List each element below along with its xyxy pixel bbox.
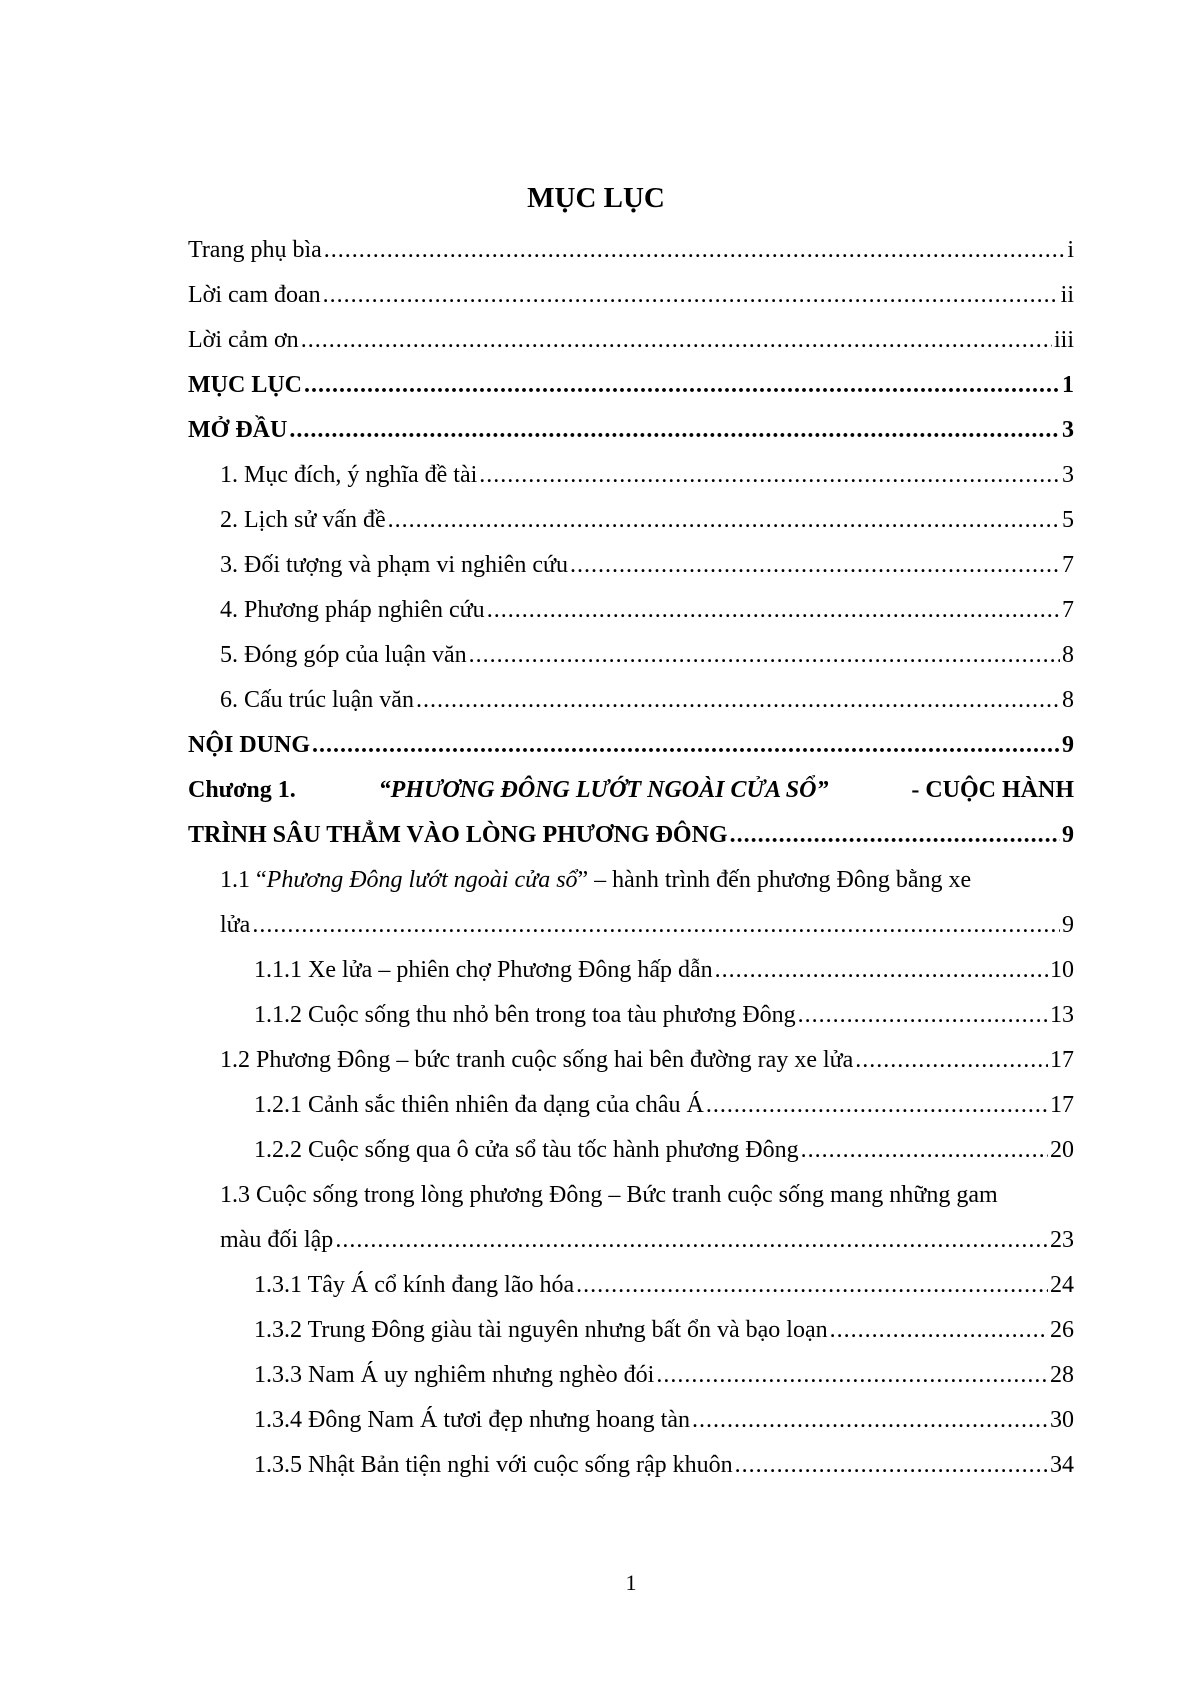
dot-leader <box>301 318 1052 363</box>
dot-leader <box>730 813 1060 858</box>
toc-entry <box>188 273 1074 318</box>
section-1-1-prefix: 1.1 “ <box>220 867 267 893</box>
dot-leader <box>323 273 1059 318</box>
dot-leader <box>830 1308 1048 1353</box>
toc-entry <box>188 408 1074 453</box>
chapter-1-heading-line-1 <box>188 768 1074 813</box>
toc-entry-label: 1.3.1 Tây Á cổ kính đang lão hóa <box>254 1272 575 1298</box>
toc-entry <box>188 723 1074 768</box>
toc-entry-page: 9 <box>1062 732 1074 758</box>
toc-entry-label: MỞ ĐẦU <box>188 417 288 443</box>
section-1-1-italic: Phương Đông lướt ngoài cửa sổ <box>266 867 578 893</box>
dot-leader <box>487 588 1060 633</box>
toc-entry-page: 20 <box>1050 1137 1074 1163</box>
chapter-1-heading-line-2 <box>188 813 1074 858</box>
dot-leader <box>570 543 1060 588</box>
toc-entry-label: 3. Đối tượng và phạm vi nghiên cứu <box>220 552 568 578</box>
toc-entry-label: TRÌNH SÂU THẲM VÀO LÒNG PHƯƠNG ĐÔNG <box>188 822 728 848</box>
section-1-1-line-2 <box>188 903 1074 948</box>
toc-entry-label: MỤC LỤC <box>188 372 302 398</box>
dot-leader <box>469 633 1060 678</box>
toc-entry <box>188 228 1074 273</box>
toc-entry <box>188 588 1074 633</box>
dot-leader <box>801 1128 1048 1173</box>
toc-entry-page: 8 <box>1062 642 1074 668</box>
toc-entry-label: 1.3.4 Đông Nam Á tươi đẹp nhưng hoang tàn <box>254 1407 690 1433</box>
toc-entry <box>188 1443 1074 1488</box>
chapter-1-number: Chương 1. <box>188 777 296 803</box>
toc-entry <box>188 543 1074 588</box>
table-of-contents <box>188 228 1074 1488</box>
toc-entry-page: 9 <box>1062 912 1074 938</box>
dot-leader <box>798 993 1048 1038</box>
dot-leader <box>692 1398 1048 1443</box>
chapter-1-title-italic: “PHƯƠNG ĐÔNG LƯỚT NGOÀI CỬA SỔ” <box>378 777 829 803</box>
toc-entry-page: 3 <box>1062 462 1074 488</box>
toc-entry-page: iii <box>1053 327 1074 353</box>
toc-entry <box>188 948 1074 993</box>
toc-entry <box>188 1398 1074 1443</box>
toc-entry-page: 7 <box>1062 597 1074 623</box>
section-1-1-line-1 <box>188 858 1074 903</box>
dot-leader <box>715 948 1048 993</box>
toc-entry-label: 5. Đóng góp của luận văn <box>220 642 467 668</box>
toc-entry <box>188 1038 1074 1083</box>
toc-entry-label: Lời cảm ơn <box>188 327 299 353</box>
toc-entry <box>188 1128 1074 1173</box>
section-1-1-suffix: ” – hành trình đến phương Đông bằng xe <box>577 867 972 893</box>
toc-entry-label: NỘI DUNG <box>188 732 311 758</box>
dot-leader <box>289 408 1060 453</box>
page-title-text: MỤC LỤC <box>527 182 665 214</box>
toc-entry-page: 7 <box>1062 552 1074 578</box>
page-title <box>0 182 1192 215</box>
dot-leader <box>252 903 1060 948</box>
page-number: 1 <box>625 1570 637 1595</box>
toc-entry-page: 17 <box>1050 1047 1074 1073</box>
toc-entry-label: 1.2.2 Cuộc sống qua ô cửa sổ tàu tốc hành phương Đông <box>254 1137 799 1163</box>
toc-entry-page: i <box>1067 237 1074 263</box>
toc-entry <box>188 1083 1074 1128</box>
toc-entry-page: 30 <box>1050 1407 1074 1433</box>
section-1-3-line-2 <box>188 1218 1074 1263</box>
toc-entry-label: Trang phụ bìa <box>188 237 322 263</box>
toc-entry-label: 1.1.2 Cuộc sống thu nhỏ bên trong toa tàu phương Đông <box>254 1002 796 1028</box>
toc-entry-page: 24 <box>1050 1272 1074 1298</box>
toc-entry <box>188 498 1074 543</box>
dot-leader <box>706 1083 1048 1128</box>
toc-entry <box>188 678 1074 723</box>
toc-entry-label: Lời cam đoan <box>188 282 321 308</box>
toc-entry-page: 17 <box>1050 1092 1074 1118</box>
section-1-3-title: 1.3 Cuộc sống trong lòng phương Đông – Bức tranh cuộc sống mang những gam <box>220 1182 998 1208</box>
dot-leader <box>576 1263 1048 1308</box>
toc-entry-label: 1. Mục đích, ý nghĩa đề tài <box>220 462 478 488</box>
toc-entry <box>188 633 1074 678</box>
dot-leader <box>656 1353 1048 1398</box>
toc-entry <box>188 453 1074 498</box>
dot-leader <box>312 723 1060 768</box>
toc-entry-page: 5 <box>1062 507 1074 533</box>
toc-entry <box>188 363 1074 408</box>
dot-leader <box>335 1218 1048 1263</box>
toc-entry-page: 10 <box>1050 957 1074 983</box>
toc-entry-label: 4. Phương pháp nghiên cứu <box>220 597 485 623</box>
toc-entry <box>188 993 1074 1038</box>
toc-entry-label: 1.2.1 Cảnh sắc thiên nhiên đa dạng của châu Á <box>254 1092 704 1118</box>
toc-entry-page: 3 <box>1062 417 1074 443</box>
dot-leader <box>388 498 1060 543</box>
toc-entry-label: 1.2 Phương Đông – bức tranh cuộc sống hai bên đường ray xe lửa <box>220 1047 854 1073</box>
toc-entry <box>188 1308 1074 1353</box>
dot-leader <box>855 1038 1048 1083</box>
toc-entry-label: lửa <box>220 912 251 938</box>
dot-leader <box>735 1443 1048 1488</box>
chapter-1-title-rest: - CUỘC HÀNH <box>911 777 1074 803</box>
dot-leader <box>416 678 1060 723</box>
dot-leader <box>304 363 1060 408</box>
toc-entry-page: 28 <box>1050 1362 1074 1388</box>
toc-entry-page: 26 <box>1050 1317 1074 1343</box>
toc-entry-label: 1.1.1 Xe lửa – phiên chợ Phương Đông hấp dẫn <box>254 957 713 983</box>
toc-entry-page: ii <box>1060 282 1074 308</box>
toc-entry <box>188 1263 1074 1308</box>
toc-entry-page: 23 <box>1050 1227 1074 1253</box>
toc-entry-label: 2. Lịch sử vấn đề <box>220 507 386 533</box>
dot-leader <box>479 453 1060 498</box>
toc-entry <box>188 318 1074 363</box>
toc-entry-label: 1.3.5 Nhật Bản tiện nghi với cuộc sống rập khuôn <box>254 1452 733 1478</box>
toc-entry <box>188 1353 1074 1398</box>
toc-entry-page: 8 <box>1062 687 1074 713</box>
toc-entry-page: 1 <box>1062 372 1074 398</box>
toc-entry-label: 1.3.3 Nam Á uy nghiêm nhưng nghèo đói <box>254 1362 655 1388</box>
toc-entry-page: 13 <box>1050 1002 1074 1028</box>
toc-entry-label: màu đối lập <box>220 1227 334 1253</box>
toc-entry-page: 34 <box>1050 1452 1074 1478</box>
section-1-3-line-1 <box>188 1173 1074 1218</box>
toc-entry-page: 9 <box>1062 822 1074 848</box>
toc-entry-label: 1.3.2 Trung Đông giàu tài nguyên nhưng bất ổn và bạo loạn <box>254 1317 828 1343</box>
dot-leader <box>324 228 1066 273</box>
toc-entry-label: 6. Cấu trúc luận văn <box>220 687 414 713</box>
